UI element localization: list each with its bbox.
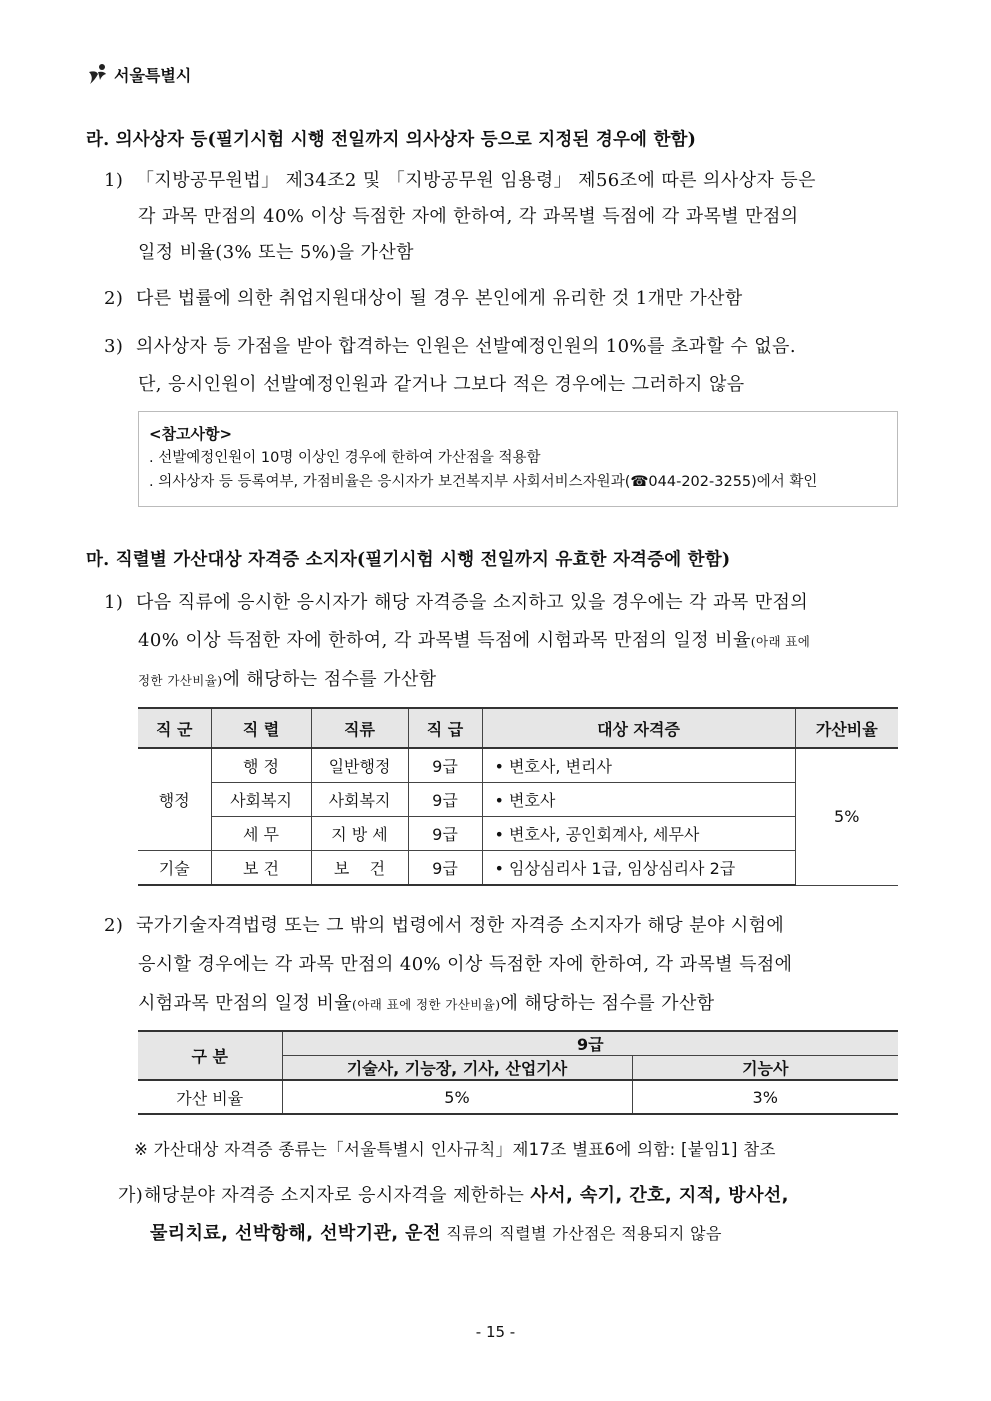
reference-line2: . 의사상자 등 등록여부, 가점비율은 응시자가 보건복지부 사회서비스자원과(☎044-202-3255)에서 확인 (149, 474, 818, 490)
track-cell: 일반행정 (311, 748, 408, 783)
track-cell: 사회복지 (311, 783, 408, 817)
grade-cell: 9급 (408, 783, 482, 817)
header-logo (86, 62, 191, 86)
col-header: 직 군 (138, 708, 211, 748)
ma-item2-line2: 응시할 경우에는 각 과목 만점의 40% 이상 득점한 자에 한하여, 각 과목별 득점에 (138, 954, 793, 975)
col-header: 직 급 (408, 708, 482, 748)
series-cell: 행 정 (211, 748, 311, 783)
col-header: 직류 (311, 708, 408, 748)
cert-table (138, 707, 898, 886)
sub-header: 기능사 (632, 1056, 898, 1081)
ga-item-line2: 물리치료, 선박항해, 선박기관, 운전 직류의 직렬별 가산점은 적용되지 않음 (150, 1223, 722, 1244)
series-cell: 세 무 (211, 817, 311, 851)
table-row (138, 748, 898, 783)
rate-cell: 3% (632, 1080, 898, 1114)
phone-icon: ☎ (630, 474, 649, 490)
col-label-cell: 구 분 (138, 1031, 282, 1080)
group-cell: 행정 (138, 748, 211, 851)
ra-item3-line2: 단, 응시인원이 선발예정인원과 같거나 그보다 적은 경우에는 그러하지 않음 (138, 374, 745, 395)
series-cell: 보 건 (211, 851, 311, 886)
table-row (138, 817, 898, 851)
ma-item1-line3: 정한 가산비율)에 해당하는 점수를 가산함 (138, 669, 437, 690)
col-header: 직 렬 (211, 708, 311, 748)
track-cell: 보 건 (311, 851, 408, 886)
cert-cell: • 임상심리사 1급, 임상심리사 2급 (482, 851, 795, 886)
ra-item1-line1: 1) 「지방공무원법」 제34조2 및 「지방공무원 임용령」 제56조에 따른 의사상자 등은 (104, 170, 816, 191)
col-header: 가산비율 (795, 708, 898, 748)
reference-title: <참고사항> (149, 425, 233, 443)
seoul-logo-icon (86, 62, 110, 86)
rate-cell: 5% (795, 748, 898, 885)
reference-line1: . 선발예정인원이 10명 이상인 경우에 한하여 가산점을 적용함 (149, 450, 541, 466)
table-row (138, 1080, 898, 1114)
cert-cell: • 변호사 (482, 783, 795, 817)
ma-item1-line1: 1) 다음 직류에 응시한 응시자가 해당 자격증을 소지하고 있을 경우에는 각 과목 만점의 (104, 592, 809, 613)
ma-item1-line2: 40% 이상 득점한 자에 한하여, 각 과목별 득점에 시험과목 만점의 일정 비율(아래 표에 (138, 630, 811, 651)
ra-item1-line3: 일정 비율(3% 또는 5%)을 가산함 (138, 242, 414, 263)
grade-header: 9급 (282, 1031, 898, 1056)
col-header: 대상 자격증 (482, 708, 795, 748)
ra-item3-line1: 3) 의사상자 등 가점을 받아 합격하는 인원은 선발예정인원의 10%를 초과할 수 없음. (104, 336, 796, 357)
section-ma-title: 마. 직렬별 가산대상 자격증 소지자(필기시험 시행 전일까지 유효한 자격증에 한함) (86, 550, 731, 570)
ma-item2-line1: 2) 국가기술자격법령 또는 그 밖의 법령에서 정한 자격증 소지자가 해당 분야 시험에 (104, 915, 785, 936)
page-number: - 15 - (475, 1323, 516, 1341)
reference-box (138, 411, 898, 507)
cert-cell: • 변호사, 공인회계사, 세무사 (482, 817, 795, 851)
table-row (138, 783, 898, 817)
cert-cell: • 변호사, 변리사 (482, 748, 795, 783)
rate-cell: 5% (282, 1080, 632, 1114)
table-row (138, 851, 898, 886)
sub-header: 기술사, 기능장, 기사, 산업기사 (282, 1056, 632, 1081)
ga-item-line1: 가)해당분야 자격증 소지자로 응시자격을 제한하는 사서, 속기, 간호, 지적, 방사선, (118, 1185, 789, 1206)
section-ra-title: 라. 의사상자 등(필기시험 시행 전일까지 의사상자 등으로 지정된 경우에 한함) (86, 130, 697, 150)
ra-item1-line2: 각 과목 만점의 40% 이상 득점한 자에 한하여, 각 과목별 득점에 각 과목별 만점의 (138, 206, 799, 227)
org-name: 서울특별시 (114, 65, 192, 85)
ma-item2-line3: 시험과목 만점의 일정 비율(아래 표에 정한 가산비율)에 해당하는 점수를 가산함 (138, 993, 715, 1014)
track-cell: 지 방 세 (311, 817, 408, 851)
cert-table-header (138, 708, 898, 748)
series-cell: 사회복지 (211, 783, 311, 817)
row-label-cell: 가산 비율 (138, 1080, 282, 1114)
cert-note: ※ 가산대상 자격증 종류는「서울특별시 인사규칙」제17조 별표6에 의함: [붙임1] 참조 (134, 1140, 776, 1159)
grade-cell: 9급 (408, 817, 482, 851)
ra-item2-line1: 2) 다른 법률에 의한 취업지원대상이 될 경우 본인에게 유리한 것 1개만 가산함 (104, 288, 743, 309)
grade-cell: 9급 (408, 851, 482, 886)
grade-cell: 9급 (408, 748, 482, 783)
group-cell: 기술 (138, 851, 211, 886)
tech-cert-table (138, 1030, 898, 1115)
